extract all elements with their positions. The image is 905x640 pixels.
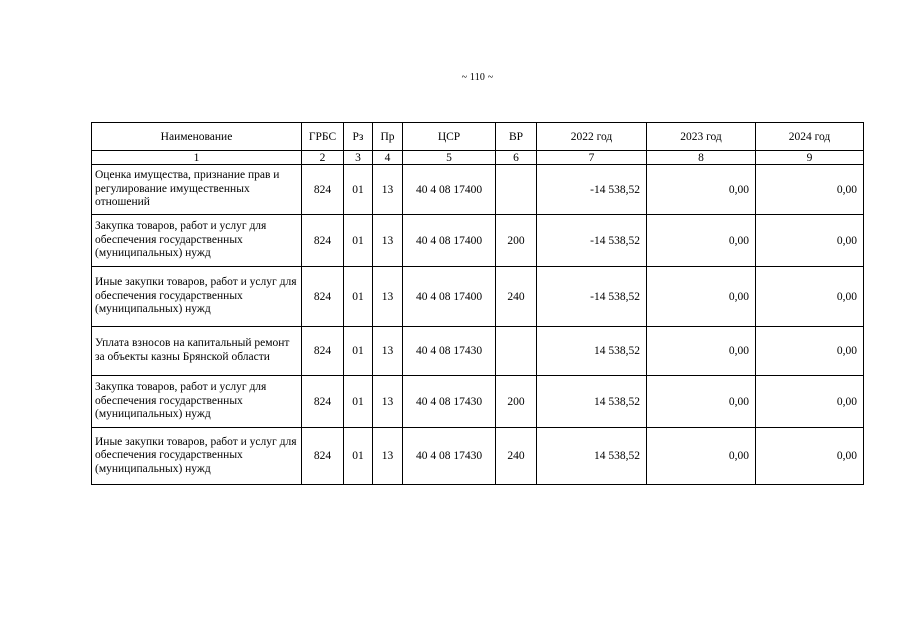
name-cell: Иные закупки товаров, работ и услуг для обеспечения государственных (муниципальных) нужд	[92, 428, 302, 485]
table-row	[92, 327, 864, 376]
column-number-cell: 4	[373, 151, 403, 165]
csr-cell: 40 4 08 17400	[403, 165, 496, 215]
amount-2022-cell: 14 538,52	[537, 327, 647, 376]
amount-2022-cell: -14 538,52	[537, 215, 647, 267]
rz-cell: 01	[344, 215, 373, 267]
column-number-cell: 5	[403, 151, 496, 165]
pr-cell: 13	[373, 215, 403, 267]
column-number-cell: 6	[496, 151, 537, 165]
name-cell: Иные закупки товаров, работ и услуг для обеспечения государственных (муниципальных) нужд	[92, 267, 302, 327]
amount-2022-cell: -14 538,52	[537, 165, 647, 215]
grbs-cell: 824	[302, 215, 344, 267]
header-cell: Наименование	[92, 123, 302, 151]
rz-cell: 01	[344, 376, 373, 428]
budget-table	[91, 122, 864, 485]
header-cell: 2023 год	[647, 123, 756, 151]
header-cell: Пр	[373, 123, 403, 151]
amount-2024-cell: 0,00	[756, 428, 864, 485]
amount-2023-cell: 0,00	[647, 327, 756, 376]
header-cell: ЦСР	[403, 123, 496, 151]
page-number: ~ 110 ~	[461, 72, 494, 83]
table-row	[92, 376, 864, 428]
name-cell: Оценка имущества, признание прав и регулирование имущественных отношений	[92, 165, 302, 215]
vr-cell: 200	[496, 376, 537, 428]
column-number-cell: 7	[537, 151, 647, 165]
name-cell: Закупка товаров, работ и услуг для обеспечения государственных (муниципальных) нужд	[92, 215, 302, 267]
vr-cell: 240	[496, 428, 537, 485]
rz-cell: 01	[344, 428, 373, 485]
vr-cell	[496, 327, 537, 376]
csr-cell: 40 4 08 17400	[403, 267, 496, 327]
column-number-cell: 9	[756, 151, 864, 165]
csr-cell: 40 4 08 17430	[403, 428, 496, 485]
header-cell: 2024 год	[756, 123, 864, 151]
pr-cell: 13	[373, 327, 403, 376]
grbs-cell: 824	[302, 428, 344, 485]
amount-2022-cell: -14 538,52	[537, 267, 647, 327]
vr-cell: 200	[496, 215, 537, 267]
amount-2024-cell: 0,00	[756, 376, 864, 428]
grbs-cell: 824	[302, 165, 344, 215]
rz-cell: 01	[344, 327, 373, 376]
rz-cell: 01	[344, 267, 373, 327]
table-row	[92, 165, 864, 215]
csr-cell: 40 4 08 17400	[403, 215, 496, 267]
header-row	[92, 123, 864, 151]
grbs-cell: 824	[302, 327, 344, 376]
header-cell: ВР	[496, 123, 537, 151]
amount-2022-cell: 14 538,52	[537, 428, 647, 485]
amount-2023-cell: 0,00	[647, 376, 756, 428]
csr-cell: 40 4 08 17430	[403, 327, 496, 376]
amount-2023-cell: 0,00	[647, 428, 756, 485]
amount-2023-cell: 0,00	[647, 215, 756, 267]
amount-2023-cell: 0,00	[647, 267, 756, 327]
amount-2024-cell: 0,00	[756, 165, 864, 215]
header-cell: Рз	[344, 123, 373, 151]
name-cell: Уплата взносов на капитальный ремонт за объекты казны Брянской области	[92, 327, 302, 376]
amount-2023-cell: 0,00	[647, 165, 756, 215]
amount-2022-cell: 14 538,52	[537, 376, 647, 428]
column-number-cell: 1	[92, 151, 302, 165]
name-cell: Закупка товаров, работ и услуг для обеспечения государственных (муниципальных) нужд	[92, 376, 302, 428]
table-row	[92, 428, 864, 485]
vr-cell	[496, 165, 537, 215]
grbs-cell: 824	[302, 376, 344, 428]
column-number-cell: 8	[647, 151, 756, 165]
header-cell: 2022 год	[537, 123, 647, 151]
rz-cell: 01	[344, 165, 373, 215]
amount-2024-cell: 0,00	[756, 215, 864, 267]
amount-2024-cell: 0,00	[756, 327, 864, 376]
amount-2024-cell: 0,00	[756, 267, 864, 327]
pr-cell: 13	[373, 428, 403, 485]
vr-cell: 240	[496, 267, 537, 327]
pr-cell: 13	[373, 376, 403, 428]
table-row	[92, 215, 864, 267]
table-row	[92, 267, 864, 327]
grbs-cell: 824	[302, 267, 344, 327]
pr-cell: 13	[373, 165, 403, 215]
column-number-cell: 3	[344, 151, 373, 165]
pr-cell: 13	[373, 267, 403, 327]
csr-cell: 40 4 08 17430	[403, 376, 496, 428]
column-number-row	[92, 151, 864, 165]
column-number-cell: 2	[302, 151, 344, 165]
header-cell: ГРБС	[302, 123, 344, 151]
